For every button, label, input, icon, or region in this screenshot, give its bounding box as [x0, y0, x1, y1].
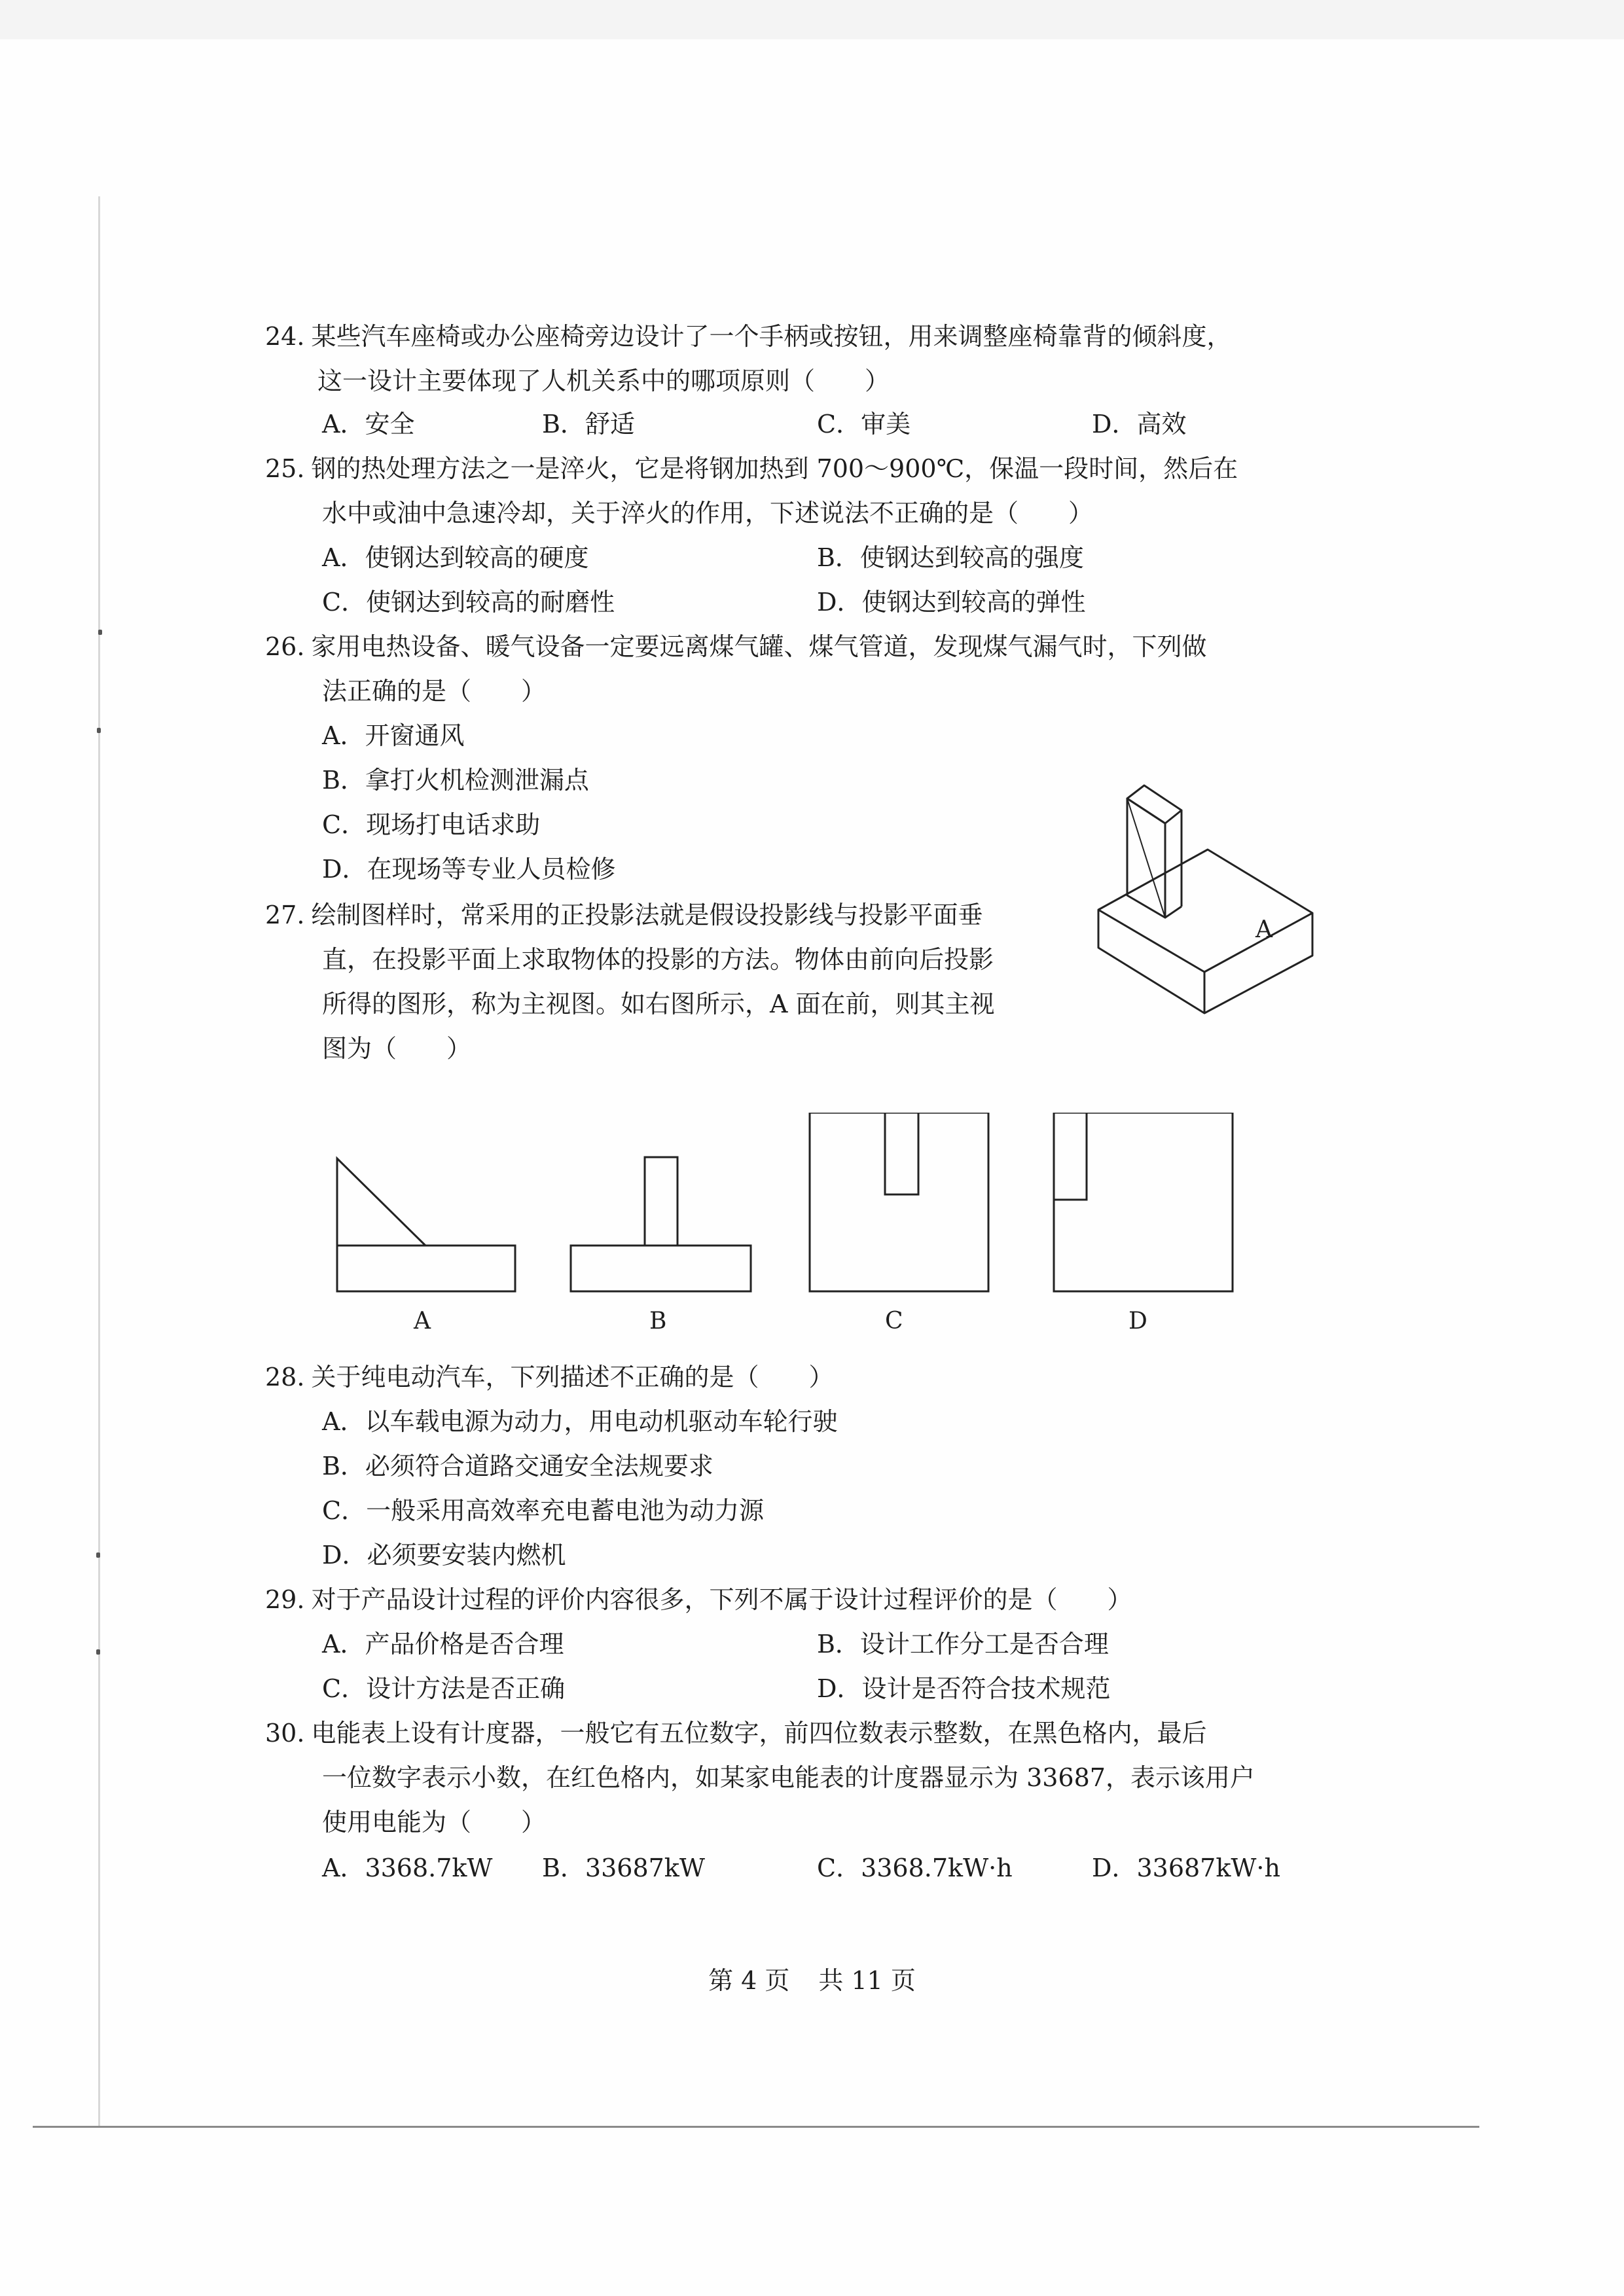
view-d-outline	[1054, 1113, 1233, 1291]
question-stem-line: 对于产品设计过程的评价内容很多，下列不属于设计过程评价的是（ ）	[311, 1585, 1132, 1614]
question-stem-line: 某些汽车座椅或办公座椅旁边设计了一个手柄或按钮，用来调整座椅靠背的倾斜度，	[311, 322, 1232, 351]
view-a	[337, 1158, 515, 1291]
view-options-figure	[327, 1113, 1244, 1309]
view-c-outline	[810, 1113, 988, 1291]
view-d	[1054, 1113, 1233, 1291]
question-number: 27.	[265, 901, 305, 929]
view-c-label: C	[885, 1308, 903, 1335]
view-a-base	[337, 1246, 515, 1291]
page-total: 共 11 页	[818, 1966, 916, 1995]
option-b: B．舒适	[542, 410, 635, 439]
question-stem-line: 所得的图形，称为主视图。如右图所示，A 面在前，则其主视	[322, 990, 995, 1018]
rib-top	[1127, 785, 1182, 823]
question-stem-line: 法正确的是（ ）	[322, 677, 547, 706]
question-number: 28.	[265, 1363, 305, 1391]
option-b: B．必须符合道路交通安全法规要求	[322, 1452, 713, 1480]
option-b: B．33687kW	[542, 1854, 705, 1882]
option-b: B．设计工作分工是否合理	[817, 1630, 1109, 1659]
page-footer	[0, 1960, 1624, 1996]
isometric-figure	[1093, 753, 1342, 1028]
option-b: B．拿打火机检测泄漏点	[322, 766, 589, 795]
view-c	[810, 1113, 988, 1291]
question-stem-line: 水中或油中急速冷却，关于淬火的作用，下述说法不正确的是（ ）	[322, 499, 1094, 528]
view-a-triangle	[337, 1158, 425, 1246]
question-stem-line: 关于纯电动汽车，下列描述不正确的是（ ）	[311, 1363, 834, 1391]
view-b-base	[571, 1246, 751, 1291]
option-c: C．设计方法是否正确	[322, 1674, 566, 1703]
view-d-corner	[1054, 1113, 1087, 1200]
view-c-slot	[885, 1113, 918, 1194]
view-b-label: B	[649, 1308, 667, 1335]
question-stem-line: 电能表上设有计度器，一般它有五位数字，前四位数表示整数，在黑色格内，最后	[311, 1719, 1207, 1748]
option-c: C．使钢达到较高的耐磨性	[322, 588, 615, 617]
question-stem-line: 一位数字表示小数，在红色格内，如某家电能表的计度器显示为 33687，表示该用户	[322, 1763, 1255, 1792]
option-c: C．审美	[817, 410, 911, 439]
question-number: 25.	[265, 454, 305, 483]
option-a: A．安全	[322, 410, 415, 439]
question-number: 26.	[265, 632, 305, 661]
rib-bottom-edge	[1165, 906, 1182, 918]
question-stem-line: 使用电能为（ ）	[322, 1808, 547, 1837]
question-stem-line: 图为（ ）	[322, 1034, 472, 1063]
base-top-face	[1098, 850, 1312, 972]
question-number: 24.	[265, 322, 305, 351]
option-a: A．以车载电源为动力，用电动机驱动车轮行驶	[322, 1407, 838, 1436]
face-label-a: A	[1255, 916, 1272, 943]
question-number: 30.	[265, 1719, 305, 1748]
question-number: 29.	[265, 1585, 305, 1614]
question-stem-line: 这一设计主要体现了人机关系中的哪项原则（ ）	[317, 367, 890, 395]
view-a-label: A	[414, 1308, 431, 1335]
option-b: B．使钢达到较高的强度	[817, 543, 1084, 572]
question-stem-line: 绘制图样时，常采用的正投影法就是假设投影线与投影平面垂	[311, 901, 983, 929]
option-a: A．开窗通风	[322, 721, 465, 750]
question-stem-line: 家用电热设备、暖气设备一定要远离煤气罐、煤气管道，发现煤气漏气时，下列做	[311, 632, 1207, 661]
option-a: A．使钢达到较高的硬度	[322, 543, 589, 572]
page-number: 第 4 页	[708, 1966, 790, 1995]
option-d: D．在现场等专业人员检修	[322, 855, 616, 884]
question-stem-line: 钢的热处理方法之一是淬火，它是将钢加热到 700～900℃，保温一段时间，然后在	[311, 454, 1238, 483]
option-c: C．一般采用高效率充电蓄电池为动力源	[322, 1496, 765, 1525]
question-stem-line: 直，在投影平面上求取物体的投影的方法。物体由前向后投影	[322, 945, 994, 974]
option-c: C．现场打电话求助	[322, 810, 541, 839]
option-c: C．3368.7kW·h	[817, 1854, 1013, 1882]
option-d: D．必须要安装内燃机	[322, 1541, 566, 1570]
option-d: D．设计是否符合技术规范	[817, 1674, 1111, 1703]
option-d: D．使钢达到较高的弹性	[817, 588, 1086, 617]
view-d-label: D	[1128, 1308, 1147, 1335]
view-b-post	[645, 1157, 677, 1246]
option-d: D．33687kW·h	[1092, 1854, 1280, 1882]
option-d: D．高效	[1092, 410, 1187, 439]
option-a: A．3368.7kW	[322, 1854, 493, 1882]
option-a: A．产品价格是否合理	[322, 1630, 564, 1659]
view-b	[571, 1157, 751, 1291]
